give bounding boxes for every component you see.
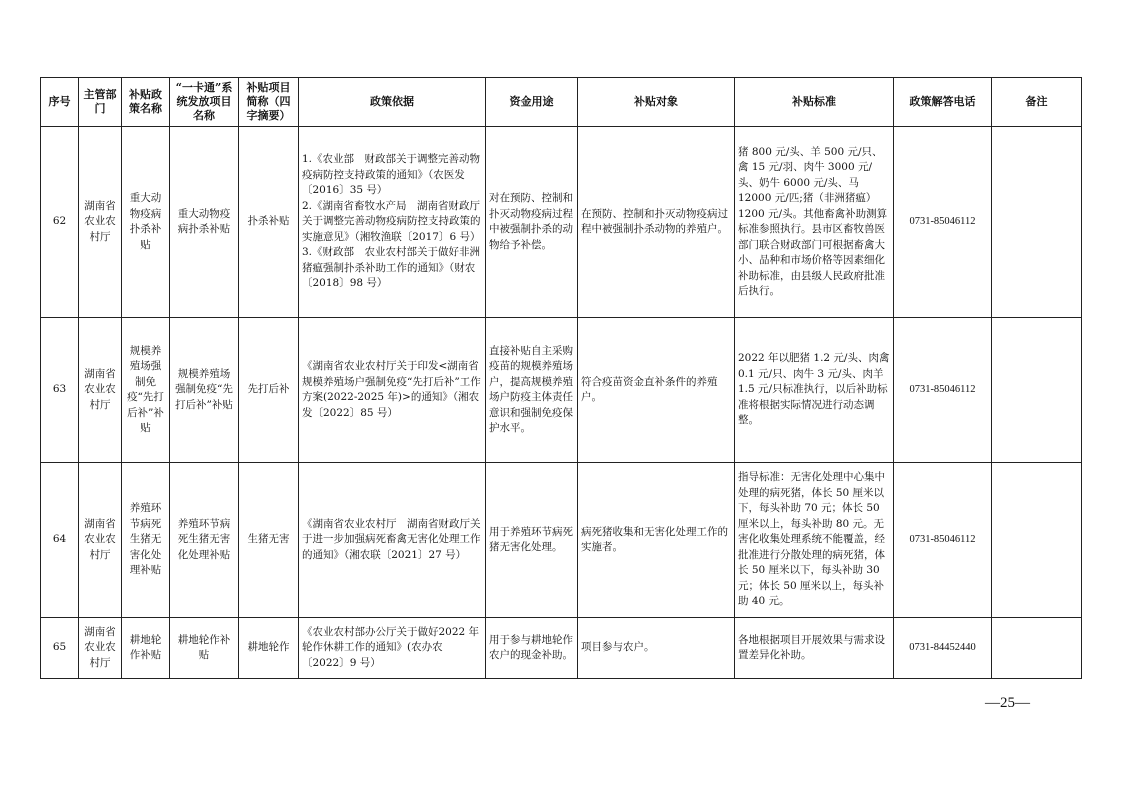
cell-target: 病死猪收集和无害化处理工作的实施者。 <box>578 463 735 618</box>
cell-remark <box>992 318 1082 463</box>
cell-target: 符合疫苗资金直补条件的养殖户。 <box>578 318 735 463</box>
cell-basis: 《湖南省农业农村厅 湖南省财政厅关于进一步加强病死畜禽无害化处理工作的通知》（湘农联〔2021〕27 号） <box>299 463 486 618</box>
header-basis: 政策依据 <box>299 78 486 127</box>
cell-policy-name: 耕地轮作补贴 <box>122 618 170 679</box>
cell-basis: 《湖南省农业农村厅关于印发<湖南省规模养殖场户强制免疫“先打后补”工作方案(2022-2025 年)>的通知》（湘农发〔2022〕85 号） <box>299 318 486 463</box>
cell-project-name: 耕地轮作补贴 <box>170 618 239 679</box>
header-dept: 主管部门 <box>79 78 122 127</box>
cell-standard: 各地根据项目开展效果与需求设置差异化补助。 <box>735 618 894 679</box>
subsidy-table <box>40 77 1082 679</box>
header-phone: 政策解答电话 <box>894 78 992 127</box>
cell-use: 对在预防、控制和扑灭动物疫病过程中被强制扑杀的动物给予补偿。 <box>486 127 578 318</box>
header-project-name: “一卡通”系统发放项目名称 <box>170 78 239 127</box>
header-short-name: 补贴项目简称（四字摘要） <box>239 78 299 127</box>
cell-standard: 指导标准：无害化处理中心集中处理的病死猪，体长 50 厘米以下，每头补助 70 元；体长 50 厘米以上，每头补助 80 元。无害化收集处理系统不能覆盖，经批准进行分散处理的病死猪，体长 50 厘米以下，每头补助 30 元；体长 50 厘米以上，每头补助 40 元。 <box>735 463 894 618</box>
cell-no: 63 <box>41 318 79 463</box>
table-row <box>41 618 1082 679</box>
cell-dept: 湖南省农业农村厅 <box>79 463 122 618</box>
header-target: 补贴对象 <box>578 78 735 127</box>
table-row <box>41 318 1082 463</box>
header-remark: 备注 <box>992 78 1082 127</box>
cell-dept: 湖南省农业农村厅 <box>79 618 122 679</box>
cell-target: 项目参与农户。 <box>578 618 735 679</box>
page-number: —25— <box>985 695 1030 711</box>
cell-target: 在预防、控制和扑灭动物疫病过程中被强制扑杀动物的养殖户。 <box>578 127 735 318</box>
cell-phone: 0731-84452440 <box>894 618 992 679</box>
header-row <box>41 78 1082 127</box>
cell-no: 64 <box>41 463 79 618</box>
cell-dept: 湖南省农业农村厅 <box>79 318 122 463</box>
cell-project-name: 养殖环节病死生猪无害化处理补贴 <box>170 463 239 618</box>
cell-remark <box>992 463 1082 618</box>
cell-remark <box>992 618 1082 679</box>
cell-short-name: 先打后补 <box>239 318 299 463</box>
cell-no: 62 <box>41 127 79 318</box>
header-use: 资金用途 <box>486 78 578 127</box>
cell-basis: 《农业农村部办公厅关于做好2022 年轮作休耕工作的通知》(农办农〔2022〕9 号） <box>299 618 486 679</box>
cell-dept: 湖南省农业农村厅 <box>79 127 122 318</box>
cell-short-name: 扑杀补贴 <box>239 127 299 318</box>
cell-phone: 0731-85046112 <box>894 127 992 318</box>
header-policy-name: 补贴政策名称 <box>122 78 170 127</box>
cell-policy-name: 规模养殖场强制免疫“先打后补”补贴 <box>122 318 170 463</box>
cell-short-name: 生猪无害 <box>239 463 299 618</box>
cell-project-name: 重大动物疫病扑杀补贴 <box>170 127 239 318</box>
cell-policy-name: 养殖环节病死生猪无害化处理补贴 <box>122 463 170 618</box>
header-standard: 补贴标准 <box>735 78 894 127</box>
cell-use: 直接补贴自主采购疫苗的规模养殖场户，提高规模养殖场户防疫主体责任意识和强制免疫保护水平。 <box>486 318 578 463</box>
cell-no: 65 <box>41 618 79 679</box>
header-no: 序号 <box>41 78 79 127</box>
cell-project-name: 规模养殖场强制免疫“先打后补”补贴 <box>170 318 239 463</box>
cell-use: 用于养殖环节病死猪无害化处理。 <box>486 463 578 618</box>
cell-policy-name: 重大动物疫病扑杀补贴 <box>122 127 170 318</box>
cell-standard: 2022 年以肥猪 1.2 元/头、肉禽 0.1 元/只、肉牛 3 元/头、肉羊 1.5 元/只标准执行，以后补助标准将根据实际情况进行动态调整。 <box>735 318 894 463</box>
cell-basis: 1.《农业部 财政部关于调整完善动物疫病防控支持政策的通知》（农医发〔2016〕35 号） 2.《湖南省畜牧水产局 湖南省财政厅关于调整完善动物疫病防控支持政策的实施意见》（湘牧渔联〔2017〕6 号） 3.《财政部 农业农村部关于做好非洲猪瘟强制扑杀补助工作的通知》（财农〔2018〕98 号） <box>299 127 486 318</box>
cell-short-name: 耕地轮作 <box>239 618 299 679</box>
cell-phone: 0731-85046112 <box>894 463 992 618</box>
cell-standard: 猪 800 元/头、羊 500 元/只、禽 15 元/羽、肉牛 3000 元/头、奶牛 6000 元/头、马 12000 元/匹;猪（非洲猪瘟）1200 元/头。其他畜禽补助测算标准参照执行。县市区畜牧兽医部门联合财政部门可根据畜禽大小、品种和市场价格等因素细化补助标准，由县级人民政府批准后执行。 <box>735 127 894 318</box>
table-row <box>41 463 1082 618</box>
cell-phone: 0731-85046112 <box>894 318 992 463</box>
cell-use: 用于参与耕地轮作农户的现金补助。 <box>486 618 578 679</box>
cell-remark <box>992 127 1082 318</box>
table-row <box>41 127 1082 318</box>
